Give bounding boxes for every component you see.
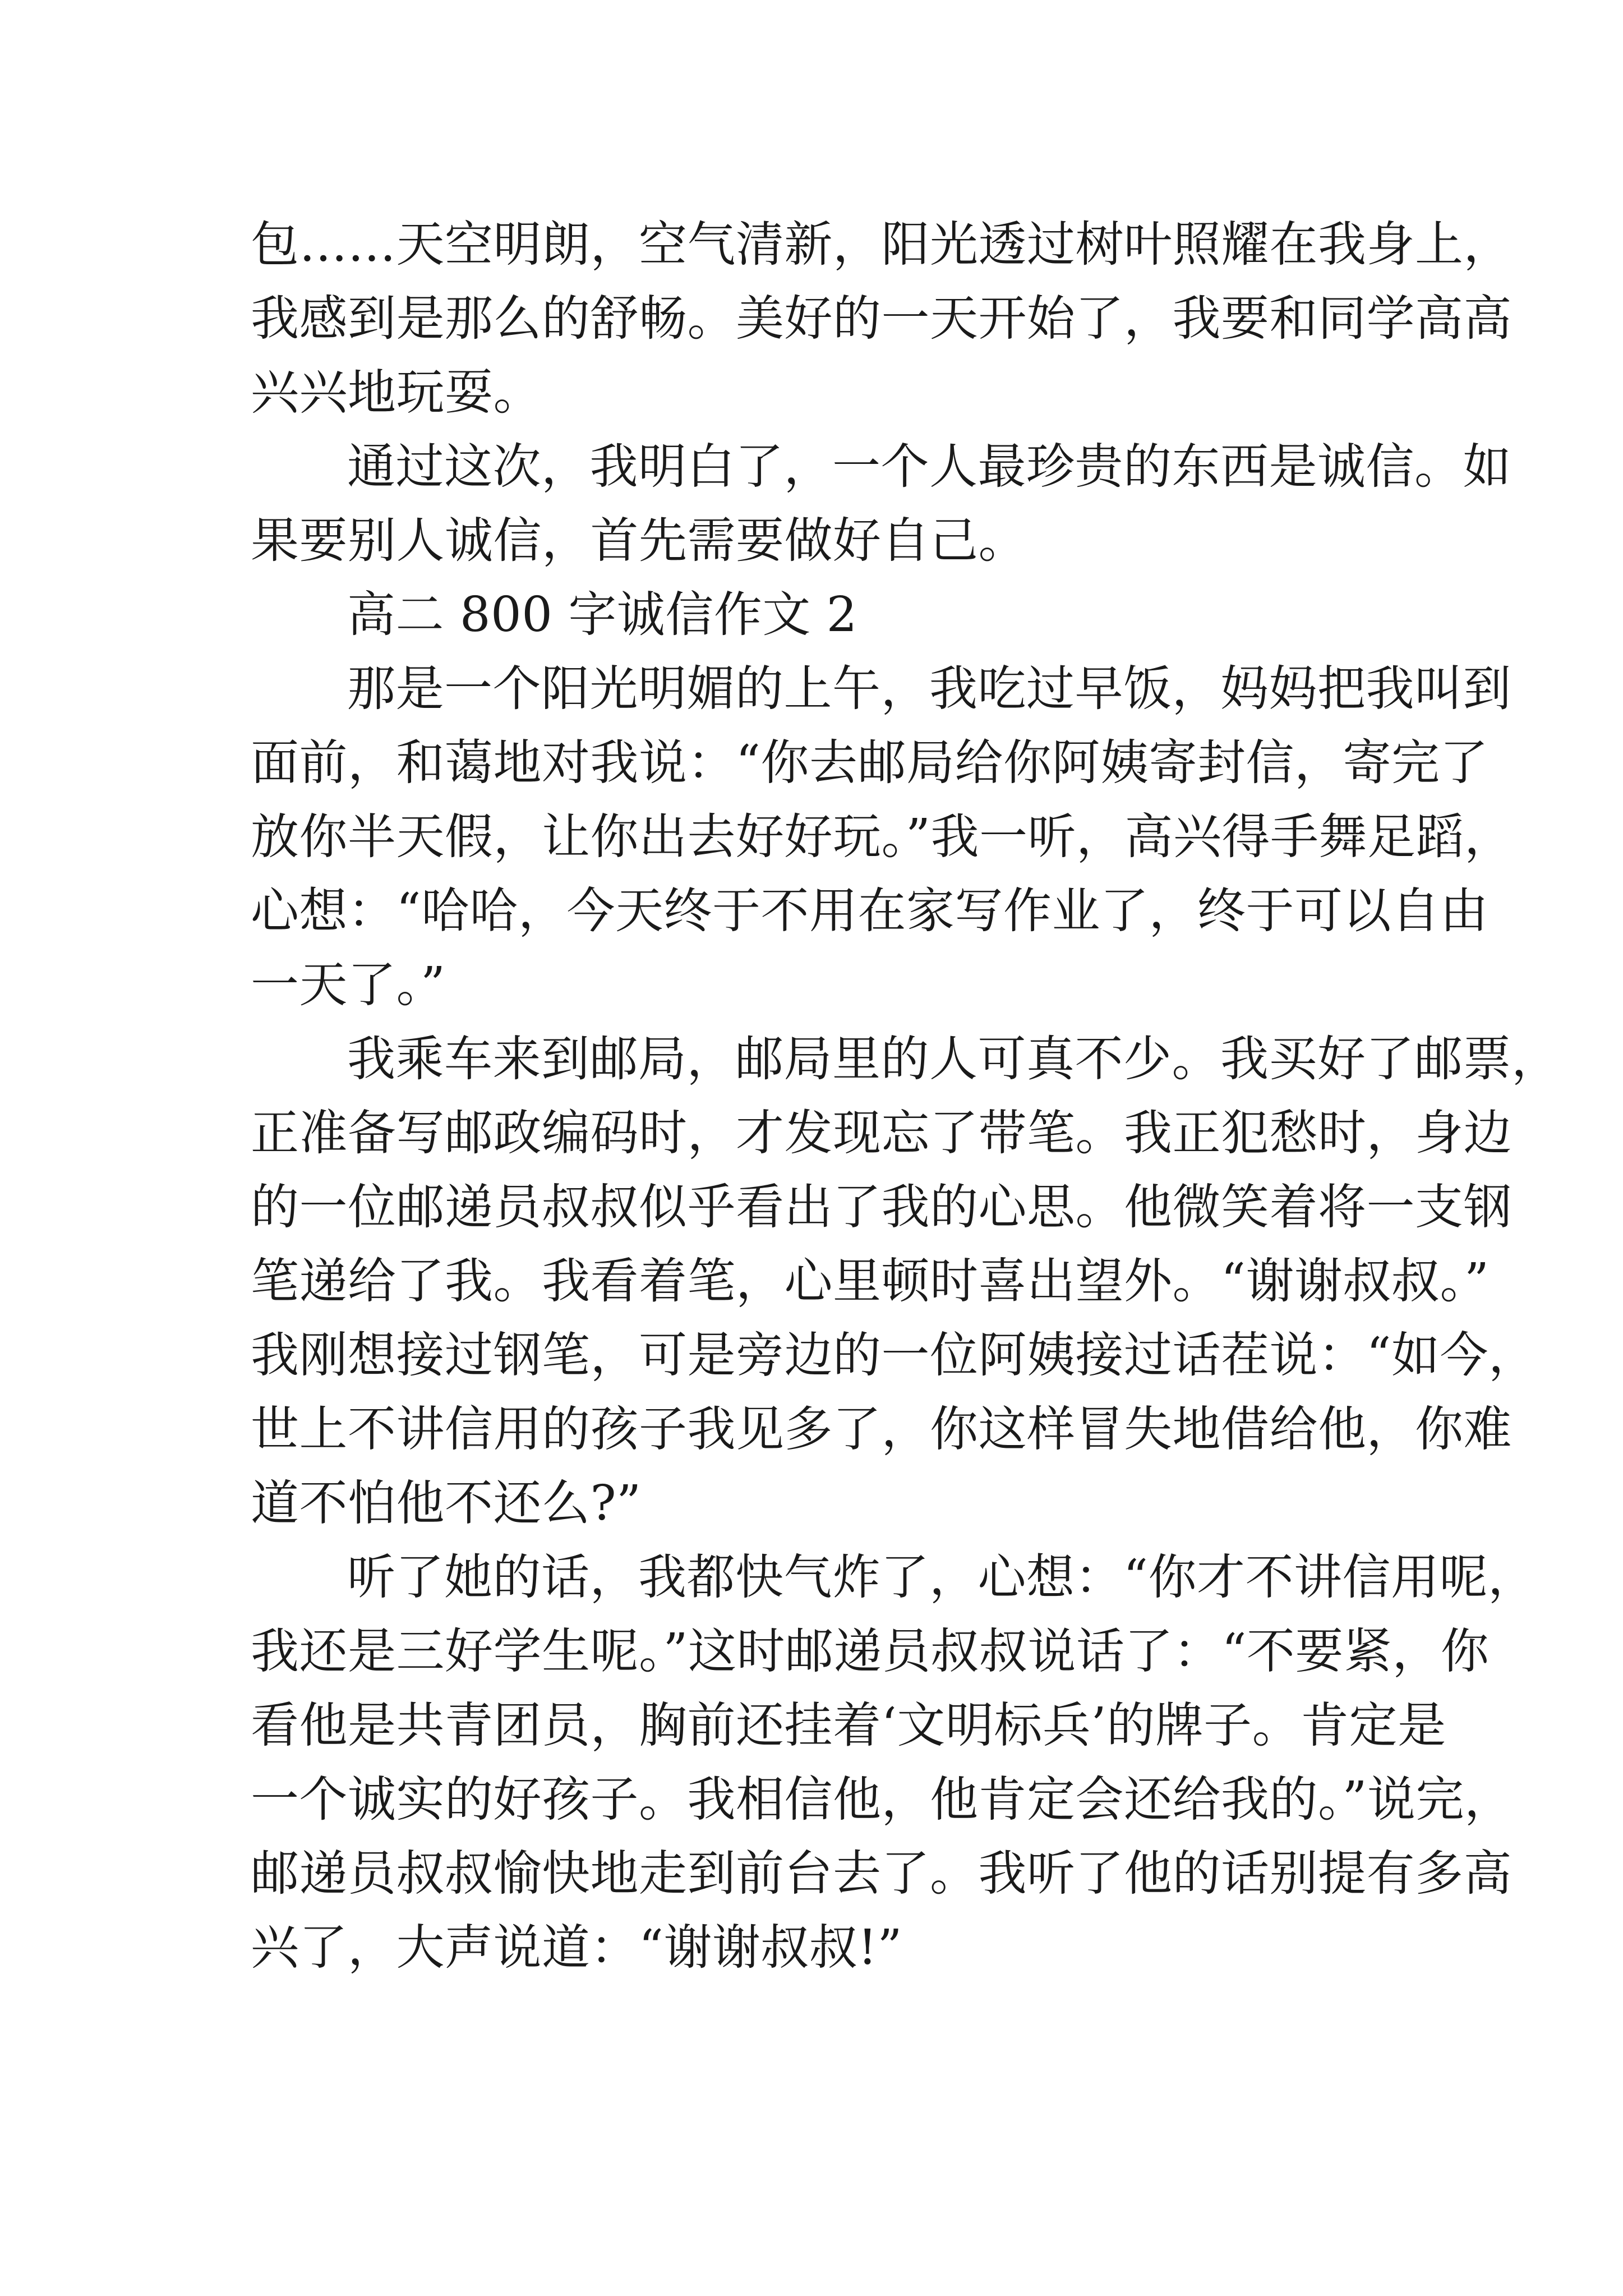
text-line: 笔递给了我。我看着笔，心里顿时喜出望外。“谢谢叔叔。”: [251, 1253, 1490, 1309]
text-line: 兴兴地玩耍。: [251, 365, 542, 421]
section-heading: 高二 800 字诚信作文 2: [347, 587, 857, 643]
paragraph-start-line: 听了她的话，我都快气炸了，心想：“你才不讲信用呢，: [347, 1549, 1537, 1605]
text-line: 包……天空明朗，空气清新，阳光透过树叶照耀在我身上，: [251, 217, 1512, 273]
paragraph-start-line: 我乘车来到邮局，邮局里的人可真不少。我买好了邮票，: [347, 1031, 1560, 1087]
text-line: 的一位邮递员叔叔似乎看出了我的心思。他微笑着将一支钢: [251, 1179, 1512, 1235]
text-line: 道不怕他不还么?”: [251, 1475, 642, 1531]
text-line: 我刚想接过钢笔，可是旁边的一位阿姨接过话茬说：“如今，: [251, 1327, 1537, 1383]
text-line: 我感到是那么的舒畅。美好的一天开始了，我要和同学高高: [251, 291, 1512, 347]
text-line: 正准备写邮政编码时，才发现忘了带笔。我正犯愁时，身边: [251, 1105, 1512, 1161]
text-line: 果要别人诚信，首先需要做好自己。: [251, 513, 1027, 569]
paragraph-start-line: 通过这次，我明白了，一个人最珍贵的东西是诚信。如: [347, 439, 1511, 495]
text-line: 一个诚实的好孩子。我相信他，他肯定会还给我的。”说完，: [251, 1772, 1513, 1828]
text-line: 邮递员叔叔愉快地走到前台去了。我听了他的话别提有多高: [251, 1846, 1512, 1902]
text-line: 心想：“哈哈，今天终于不用在家写作业了，终于可以自由: [251, 883, 1488, 939]
text-line: 一天了。”: [251, 957, 446, 1013]
text-line: 兴了，大声说道：“谢谢叔叔!”: [251, 1920, 902, 1976]
text-line: 我还是三好学生呢。”这时邮递员叔叔说话了：“不要紧，你: [251, 1623, 1490, 1680]
document-body: [251, 208, 1560, 1985]
text-line: 放你半天假，让你出去好好玩。”我一听，高兴得手舞足蹈，: [251, 809, 1513, 865]
text-line: 面前，和蔼地对我说：“你去邮局给你阿姨寄封信，寄完了: [251, 735, 1488, 791]
text-line: 看他是共青团员，胸前还挂着‘文明标兵’的牌子。肯定是: [251, 1697, 1446, 1754]
paragraph-start-line: 那是一个阳光明媚的上午，我吃过早饭，妈妈把我叫到: [347, 661, 1511, 717]
text-line: 世上不讲信用的孩子我见多了，你这样冒失地借给他，你难: [251, 1401, 1512, 1457]
